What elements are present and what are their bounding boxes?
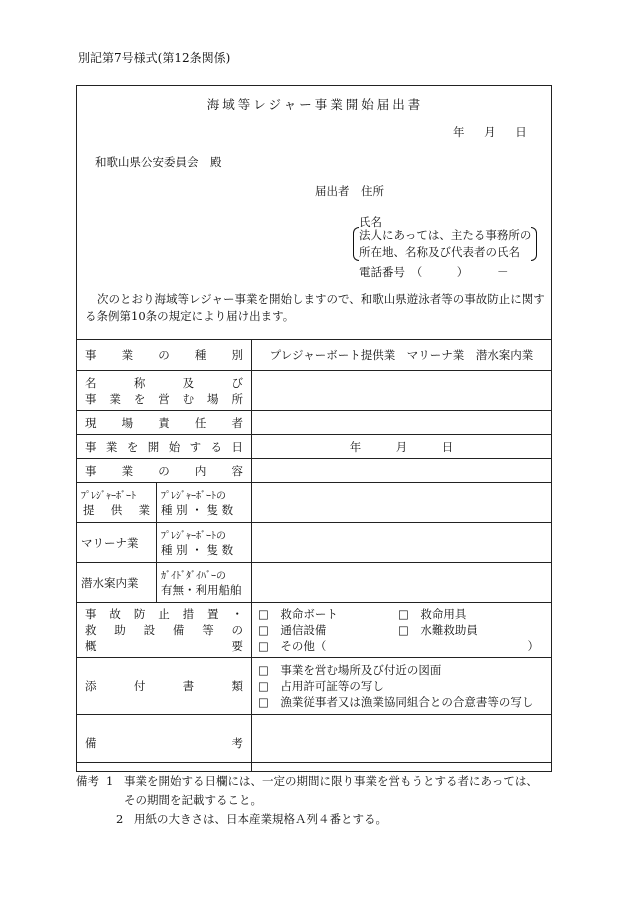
name-location-field[interactable]: [252, 371, 552, 411]
row-start-date: [77, 435, 552, 459]
business-type-label: [85, 347, 243, 363]
label-char: 措: [182, 607, 195, 621]
marina-count-label: 種 別 ・ 隻 数: [161, 543, 234, 557]
manager-field[interactable]: [252, 411, 552, 435]
label-char: 救: [85, 623, 97, 637]
label-char: 添: [85, 679, 97, 693]
label-char: 内: [194, 463, 207, 478]
label-char: 及: [182, 375, 195, 390]
label-char: 始: [168, 439, 181, 454]
label-char: 等: [202, 623, 214, 637]
label-char: 場: [121, 415, 134, 430]
date-line: 年 月 日: [453, 125, 527, 139]
business-type-value[interactable]: プレジャーボート提供業 マリーナ業 潜水案内業: [252, 340, 552, 371]
label-char: 止: [158, 607, 170, 621]
label-char: 業: [109, 391, 121, 406]
content-field[interactable]: [252, 459, 552, 483]
label-char: 類: [231, 679, 243, 693]
row-marina: [77, 523, 552, 563]
pleasure-boat-label: ﾌﾟﾚｼﾞｬｰﾎﾞｰﾄ: [81, 491, 136, 502]
diving-label: 潜水案内業: [77, 563, 157, 603]
label-char: 防: [133, 607, 146, 621]
footnote-2-text: 用紙の大きさは、日本産業規格Ａ列４番とする。: [134, 812, 387, 826]
label-char: 事: [85, 607, 97, 621]
marina-label: マリーナ業: [77, 523, 157, 563]
safety-label-line3: [85, 638, 243, 654]
label-char: 助: [114, 623, 126, 637]
label-char: 場: [207, 391, 219, 406]
label-char: 現: [85, 415, 97, 430]
provider-label: [81, 502, 152, 518]
footnote-2-number: 2: [116, 812, 124, 826]
name-label: 氏名: [359, 215, 382, 229]
label-char: 提: [83, 503, 95, 517]
row-manager: [77, 411, 552, 435]
row-diving: [77, 563, 552, 603]
pleasure-type-label: ﾌﾟﾚｼﾞｬｰﾎﾞｰﾄの: [161, 491, 226, 502]
label-char: 開: [147, 439, 160, 454]
checkbox-agreement-copy[interactable]: □ 漁業従事者又は漁業協同組合との合意書等の写し: [258, 695, 534, 709]
label-char: 事: [85, 439, 97, 454]
remarks-field[interactable]: [252, 715, 552, 772]
addressee: 和歌山県公安委員会 殿: [95, 155, 222, 169]
label-char: 業: [121, 348, 134, 362]
safety-label-line1: [85, 606, 243, 622]
label-char: を: [133, 391, 146, 406]
intro-text: 次のとおり海域等レジャー事業を開始しますので、和歌山県遊泳者等の事故防止に関する条例第10条の規定により届け出ます。: [85, 292, 545, 323]
label-char: 事: [85, 463, 97, 478]
notifier-address-label: 届出者 住所: [315, 184, 384, 198]
form-frame: [76, 85, 552, 763]
label-char: 容: [231, 463, 243, 478]
label-char: 称: [133, 375, 146, 390]
name-label-line2: [85, 391, 243, 407]
attachment-options: [252, 658, 552, 715]
other-close-paren: ）: [527, 639, 539, 653]
marina-type-label: ﾌﾟﾚｼﾞｬｰﾎﾞｰﾄの: [161, 531, 226, 542]
label-char: 者: [231, 415, 243, 430]
marina-field[interactable]: [252, 523, 552, 563]
label-char: 任: [194, 415, 207, 430]
checkbox-permit-copy[interactable]: □ 占用許可証等の写し: [258, 679, 384, 693]
phone-label: 電話番号 （ ） －: [359, 265, 509, 279]
label-char: 故: [109, 607, 121, 621]
form-title: 海域等レジャー事業開始届出書: [206, 97, 424, 112]
footnote-1-continuation: その期間を記載すること。: [124, 793, 262, 807]
checkbox-rescue-staff[interactable]: □ 水難救助員: [398, 623, 478, 637]
label-char: を: [126, 439, 139, 454]
form-label: 別記第7号様式(第12条関係): [78, 51, 231, 65]
label-char: 付: [133, 679, 146, 693]
label-char: 日: [231, 439, 243, 454]
label-char: 名: [85, 375, 97, 390]
checkbox-site-map[interactable]: □ 事業を営む場所及び付近の図面: [258, 663, 442, 677]
label-char: ・: [231, 607, 243, 621]
label-char: 所: [231, 391, 243, 406]
label-char: 業: [105, 439, 118, 454]
label-char: む: [182, 391, 195, 406]
content-label: [85, 463, 243, 479]
footnotes: [76, 772, 538, 829]
label-char: の: [158, 463, 170, 478]
row-attachments: [77, 658, 552, 715]
vessel-usage-label: 有無・利用船舶: [161, 583, 242, 597]
corporate-note: 法人にあっては、主たる事務所の 所在地、名称及び代表者の氏名: [353, 227, 537, 261]
label-char: 備: [85, 736, 97, 750]
label-char: 供: [110, 503, 123, 517]
label-char: 考: [231, 736, 243, 750]
label-char: 業: [121, 463, 134, 478]
label-char: 要: [231, 639, 243, 653]
safety-label-line2: [85, 622, 243, 638]
start-date-field[interactable]: 年 月 日: [252, 435, 552, 459]
label-char: 営: [158, 391, 170, 406]
attachments-label: [85, 678, 243, 694]
label-char: の: [231, 623, 243, 637]
label-char: 種: [194, 348, 207, 362]
label-char: 書: [182, 679, 195, 693]
label-char: 業: [138, 503, 150, 517]
label-char: 設: [143, 623, 156, 637]
remarks-label: [85, 735, 243, 751]
pleasure-count-label: 種 別 ・ 隻 数: [161, 503, 234, 517]
safety-options: [252, 603, 552, 658]
row-safety: [77, 603, 552, 658]
checkbox-lifesaving-gear[interactable]: □ 救命用具: [398, 607, 467, 621]
guide-diver-label: ｶﾞｲﾄﾞﾀﾞｲﾊﾞｰの: [161, 571, 226, 582]
pleasure-boat-field[interactable]: [252, 483, 552, 523]
checkbox-other[interactable]: □ その他（: [258, 639, 327, 653]
form-table: [76, 339, 552, 772]
label-char: 責: [158, 415, 170, 430]
footnote-1-number: 1: [106, 774, 114, 788]
row-pleasure-boat: [77, 483, 552, 523]
checkbox-comm-equipment[interactable]: □ 通信設備: [258, 623, 327, 637]
label-char: 置: [207, 607, 219, 621]
row-business-type: [77, 340, 552, 371]
start-date-label: [85, 439, 243, 455]
label-char: 概: [85, 639, 97, 653]
label-char: る: [210, 439, 223, 454]
footnote-heading: 備考: [76, 774, 99, 788]
label-char: 備: [172, 623, 185, 637]
diving-field[interactable]: [252, 563, 552, 603]
label-char: の: [158, 348, 170, 362]
label-char: 事: [85, 391, 97, 406]
manager-label: [85, 415, 243, 431]
row-content: [77, 459, 552, 483]
name-label-line1: [85, 375, 243, 391]
label-char: す: [189, 439, 202, 454]
label-char: び: [231, 375, 243, 390]
label-char: 事: [85, 348, 97, 362]
checkbox-lifeboat[interactable]: □ 救命ボート: [258, 607, 338, 621]
row-name-location: [77, 371, 552, 411]
label-char: 別: [231, 348, 243, 362]
row-remarks: [77, 715, 552, 772]
footnote-1-text: 事業を開始する日欄には、一定の期間に限り事業を営もうとする者にあっては、: [124, 774, 538, 788]
